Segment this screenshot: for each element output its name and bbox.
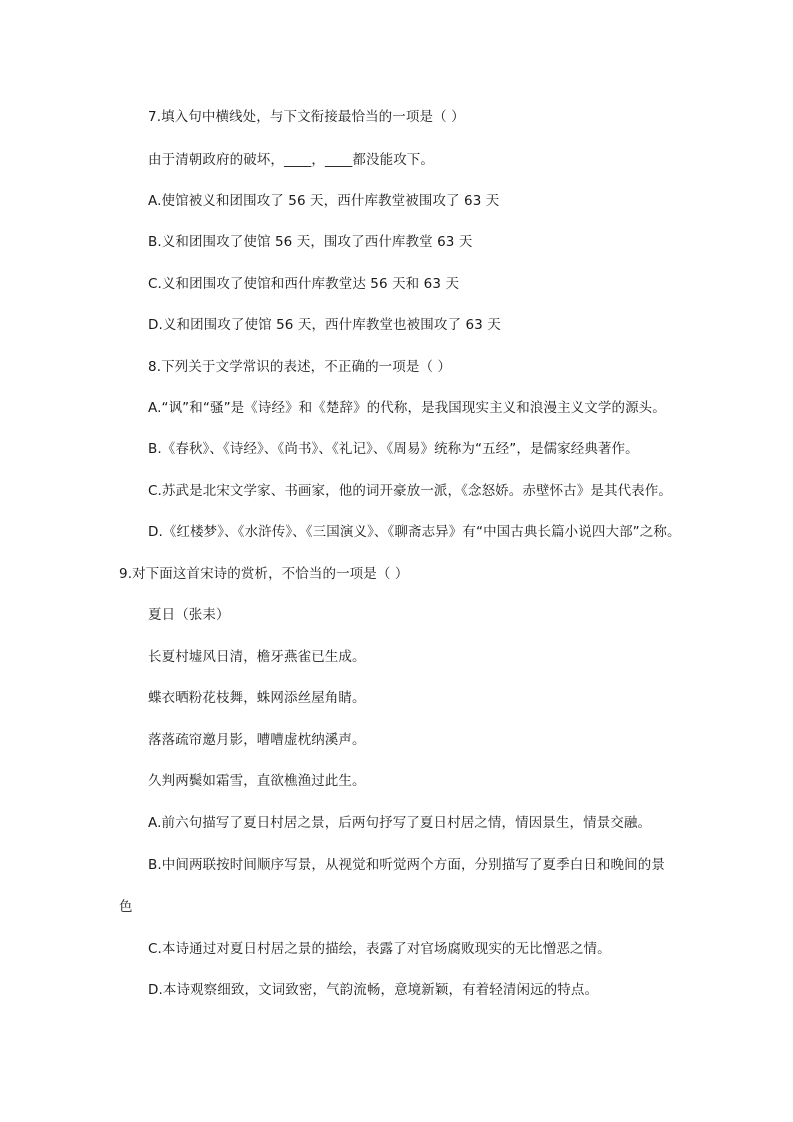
question-8-option-d: D.《红楼梦》、《水浒传》、《三国演义》、《聊斋志异》有“中国古典长篇小说四大部”之称。 bbox=[148, 524, 681, 540]
question-9-stem: 9.对下面这首宋诗的赏析，不恰当的一项是（ ） bbox=[119, 566, 409, 582]
question-7-option-a: A.使馆被义和团围攻了 56 天，西什库教堂被围攻了 63 天 bbox=[148, 193, 500, 209]
poem-title: 夏日（张耒） bbox=[148, 607, 230, 623]
question-8-option-b: B.《春秋》、《诗经》、《尚书》、《礼记》、《周易》统称为“五经”，是儒家经典著作。 bbox=[148, 441, 639, 457]
poem-line-2: 蝶衣晒粉花枝舞，蛛网添丝屋角睛。 bbox=[148, 690, 366, 706]
question-7-option-b: B.义和团围攻了使馆 56 天，围攻了西什库教堂 63 天 bbox=[148, 234, 473, 250]
question-7-option-d: D.义和团围攻了使馆 56 天，西什库教堂也被围攻了 63 天 bbox=[148, 317, 501, 333]
question-9-option-b: B.中间两联按时间顺序写景，从视觉和听觉两个方面，分别描写了夏季白日和晚间的景 bbox=[148, 857, 665, 873]
question-7-option-c: C.义和团围攻了使馆和西什库教堂达 56 天和 63 天 bbox=[148, 276, 460, 292]
poem-line-1: 长夏村墟风日清，檐牙燕雀已生成。 bbox=[148, 649, 366, 665]
question-8-option-a: A.“讽”和“骚”是《诗经》和《楚辞》的代称，是我国现实主义和浪漫主义文学的源头。 bbox=[148, 400, 666, 416]
question-7-sentence: 由于清朝政府的破坏，____，____都没能攻下。 bbox=[148, 152, 434, 168]
question-9-option-a: A.前六句描写了夏日村居之景，后两句抒写了夏日村居之情，情因景生，情景交融。 bbox=[148, 815, 652, 831]
question-9-option-d: D.本诗观察细致，文词致密，气韵流畅，意境新颖，有着轻清闲远的特点。 bbox=[148, 982, 599, 998]
question-8-option-c: C.苏武是北宋文学家、书画家，他的词开豪放一派，《念怒娇。赤壁怀古》是其代表作。 bbox=[148, 483, 672, 499]
poem-line-4: 久判两鬓如霜雪，直欲樵渔过此生。 bbox=[148, 773, 366, 789]
question-8-stem: 8.下列关于文学常识的表述，不正确的一项是（ ） bbox=[148, 359, 452, 375]
question-9-option-c: C.本诗通过对夏日村居之景的描绘，表露了对官场腐败现实的无比憎恶之情。 bbox=[148, 941, 611, 957]
question-9-option-b-continued: 色 bbox=[119, 899, 133, 915]
poem-line-3: 落落疏帘邀月影，嘈嘈虚枕纳溪声。 bbox=[148, 732, 366, 748]
question-7-stem: 7.填入句中横线处，与下文衔接最恰当的一项是（ ） bbox=[148, 109, 465, 125]
